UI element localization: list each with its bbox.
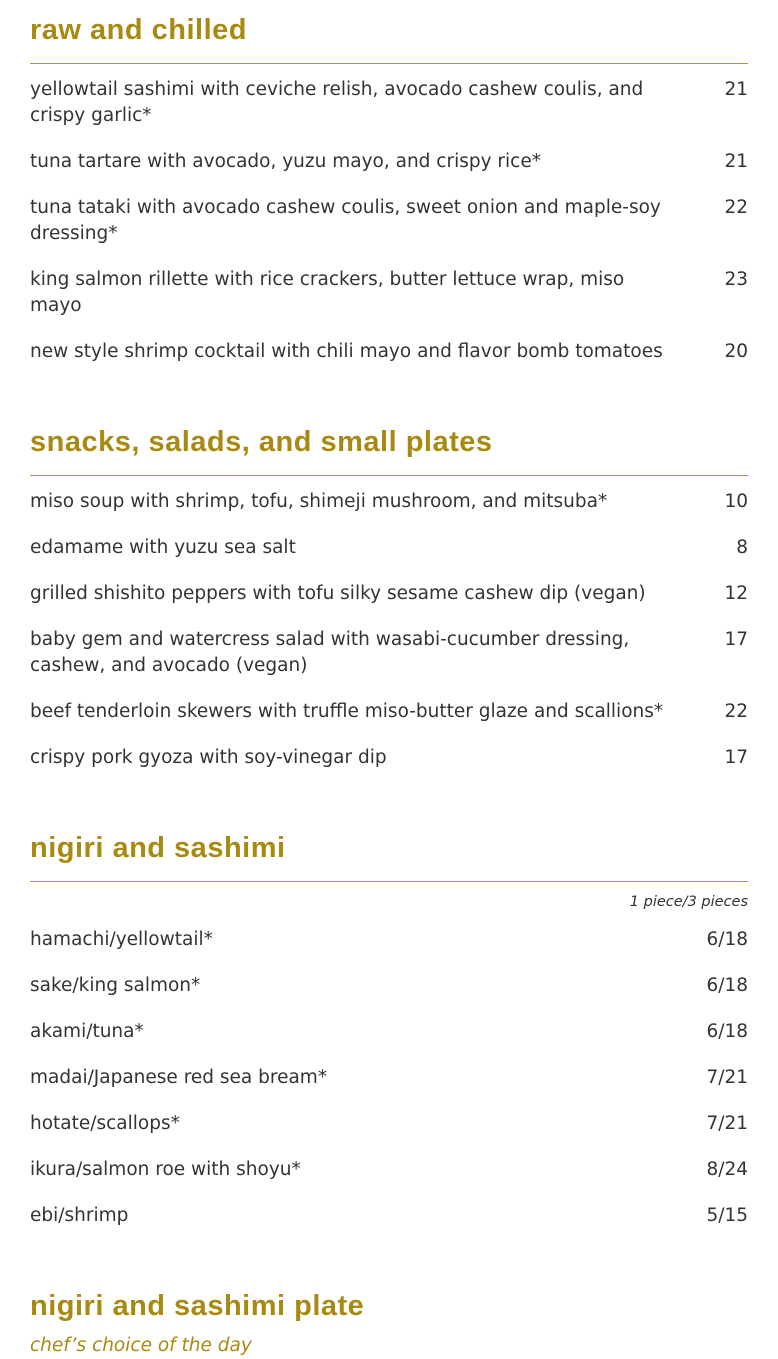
item-description: grilled shishito peppers with tofu silky sesame cashew dip (vegan)	[30, 583, 646, 604]
item-price: 21	[724, 79, 748, 100]
item-list	[30, 489, 748, 771]
menu-item	[30, 745, 748, 771]
item-price: 21	[724, 151, 748, 172]
menu-section	[30, 10, 748, 365]
menu-item	[30, 1157, 748, 1183]
portion-note: 1 piece/3 pieces	[629, 894, 748, 910]
menu-section	[30, 828, 748, 1229]
menu-item	[30, 973, 748, 999]
menu-item	[30, 1019, 748, 1045]
item-price: 22	[724, 197, 748, 218]
item-price: 20	[724, 341, 748, 362]
item-description: yellowtail sashimi with ceviche relish, avocado cashew coulis, and crispy garlic*	[30, 79, 644, 126]
item-description: ebi/shrimp	[30, 1205, 129, 1226]
item-price: 22	[724, 701, 748, 722]
menu-item	[30, 1111, 748, 1137]
item-description: ikura/salmon roe with shoyu*	[30, 1159, 301, 1180]
item-list	[30, 77, 748, 365]
menu-item	[30, 149, 748, 175]
item-list	[30, 927, 748, 1229]
item-price: 6/18	[706, 975, 748, 996]
item-description: madai/Japanese red sea bream*	[30, 1067, 328, 1088]
item-description: king salmon rillette with rice crackers, butter lettuce wrap, miso mayo	[30, 269, 625, 316]
item-price: 23	[724, 269, 748, 290]
item-description: beef tenderloin skewers with truffle miso-butter glaze and scallions*	[30, 701, 664, 722]
section-divider	[30, 475, 748, 476]
item-price: 7/21	[706, 1067, 748, 1088]
item-description: new style shrimp cocktail with chili mayo and flavor bomb tomatoes	[30, 341, 663, 362]
item-description: tuna tartare with avocado, yuzu mayo, and crispy rice*	[30, 151, 541, 172]
item-price: 6/18	[706, 1021, 748, 1042]
item-price: 10	[724, 491, 748, 512]
section-title: nigiri and sashimi plate	[30, 1290, 365, 1322]
item-description: crispy pork gyoza with soy-vinegar dip	[30, 747, 387, 768]
menu-item	[30, 627, 748, 679]
menu-section	[30, 1286, 748, 1359]
item-price: 6/18	[706, 929, 748, 950]
item-description: edamame with yuzu sea salt	[30, 537, 296, 558]
menu-item	[30, 699, 748, 725]
section-subtitle: chef’s choice of the day	[30, 1335, 252, 1356]
menu-item	[30, 267, 748, 319]
menu-section	[30, 422, 748, 771]
menu-item	[30, 489, 748, 515]
item-description: tuna tataki with avocado cashew coulis, sweet onion and maple-soy dressing*	[30, 197, 661, 244]
section-divider	[30, 881, 748, 882]
menu-item	[30, 535, 748, 561]
section-title: nigiri and sashimi	[30, 832, 286, 864]
item-description: miso soup with shrimp, tofu, shimeji mushroom, and mitsuba*	[30, 491, 608, 512]
item-description: akami/tuna*	[30, 1021, 144, 1042]
menu-item	[30, 581, 748, 607]
section-title: snacks, salads, and small plates	[30, 426, 493, 458]
item-price: 5/15	[706, 1205, 748, 1226]
section-title: raw and chilled	[30, 14, 247, 46]
item-price: 8	[736, 537, 748, 558]
item-price: 8/24	[706, 1159, 748, 1180]
menu-item	[30, 927, 748, 953]
item-description: hamachi/yellowtail*	[30, 929, 213, 950]
item-description: hotate/scallops*	[30, 1113, 180, 1134]
menu-item	[30, 339, 748, 365]
section-divider	[30, 63, 748, 64]
menu-item	[30, 1065, 748, 1091]
item-description: sake/king salmon*	[30, 975, 201, 996]
item-description: baby gem and watercress salad with wasabi-cucumber dressing, cashew, and avocado (vegan)	[30, 629, 630, 676]
item-price: 12	[724, 583, 748, 604]
menu-item	[30, 195, 748, 247]
menu-item	[30, 77, 748, 129]
item-price: 17	[724, 629, 748, 650]
item-price: 17	[724, 747, 748, 768]
menu-item	[30, 1203, 748, 1229]
item-price: 7/21	[706, 1113, 748, 1134]
